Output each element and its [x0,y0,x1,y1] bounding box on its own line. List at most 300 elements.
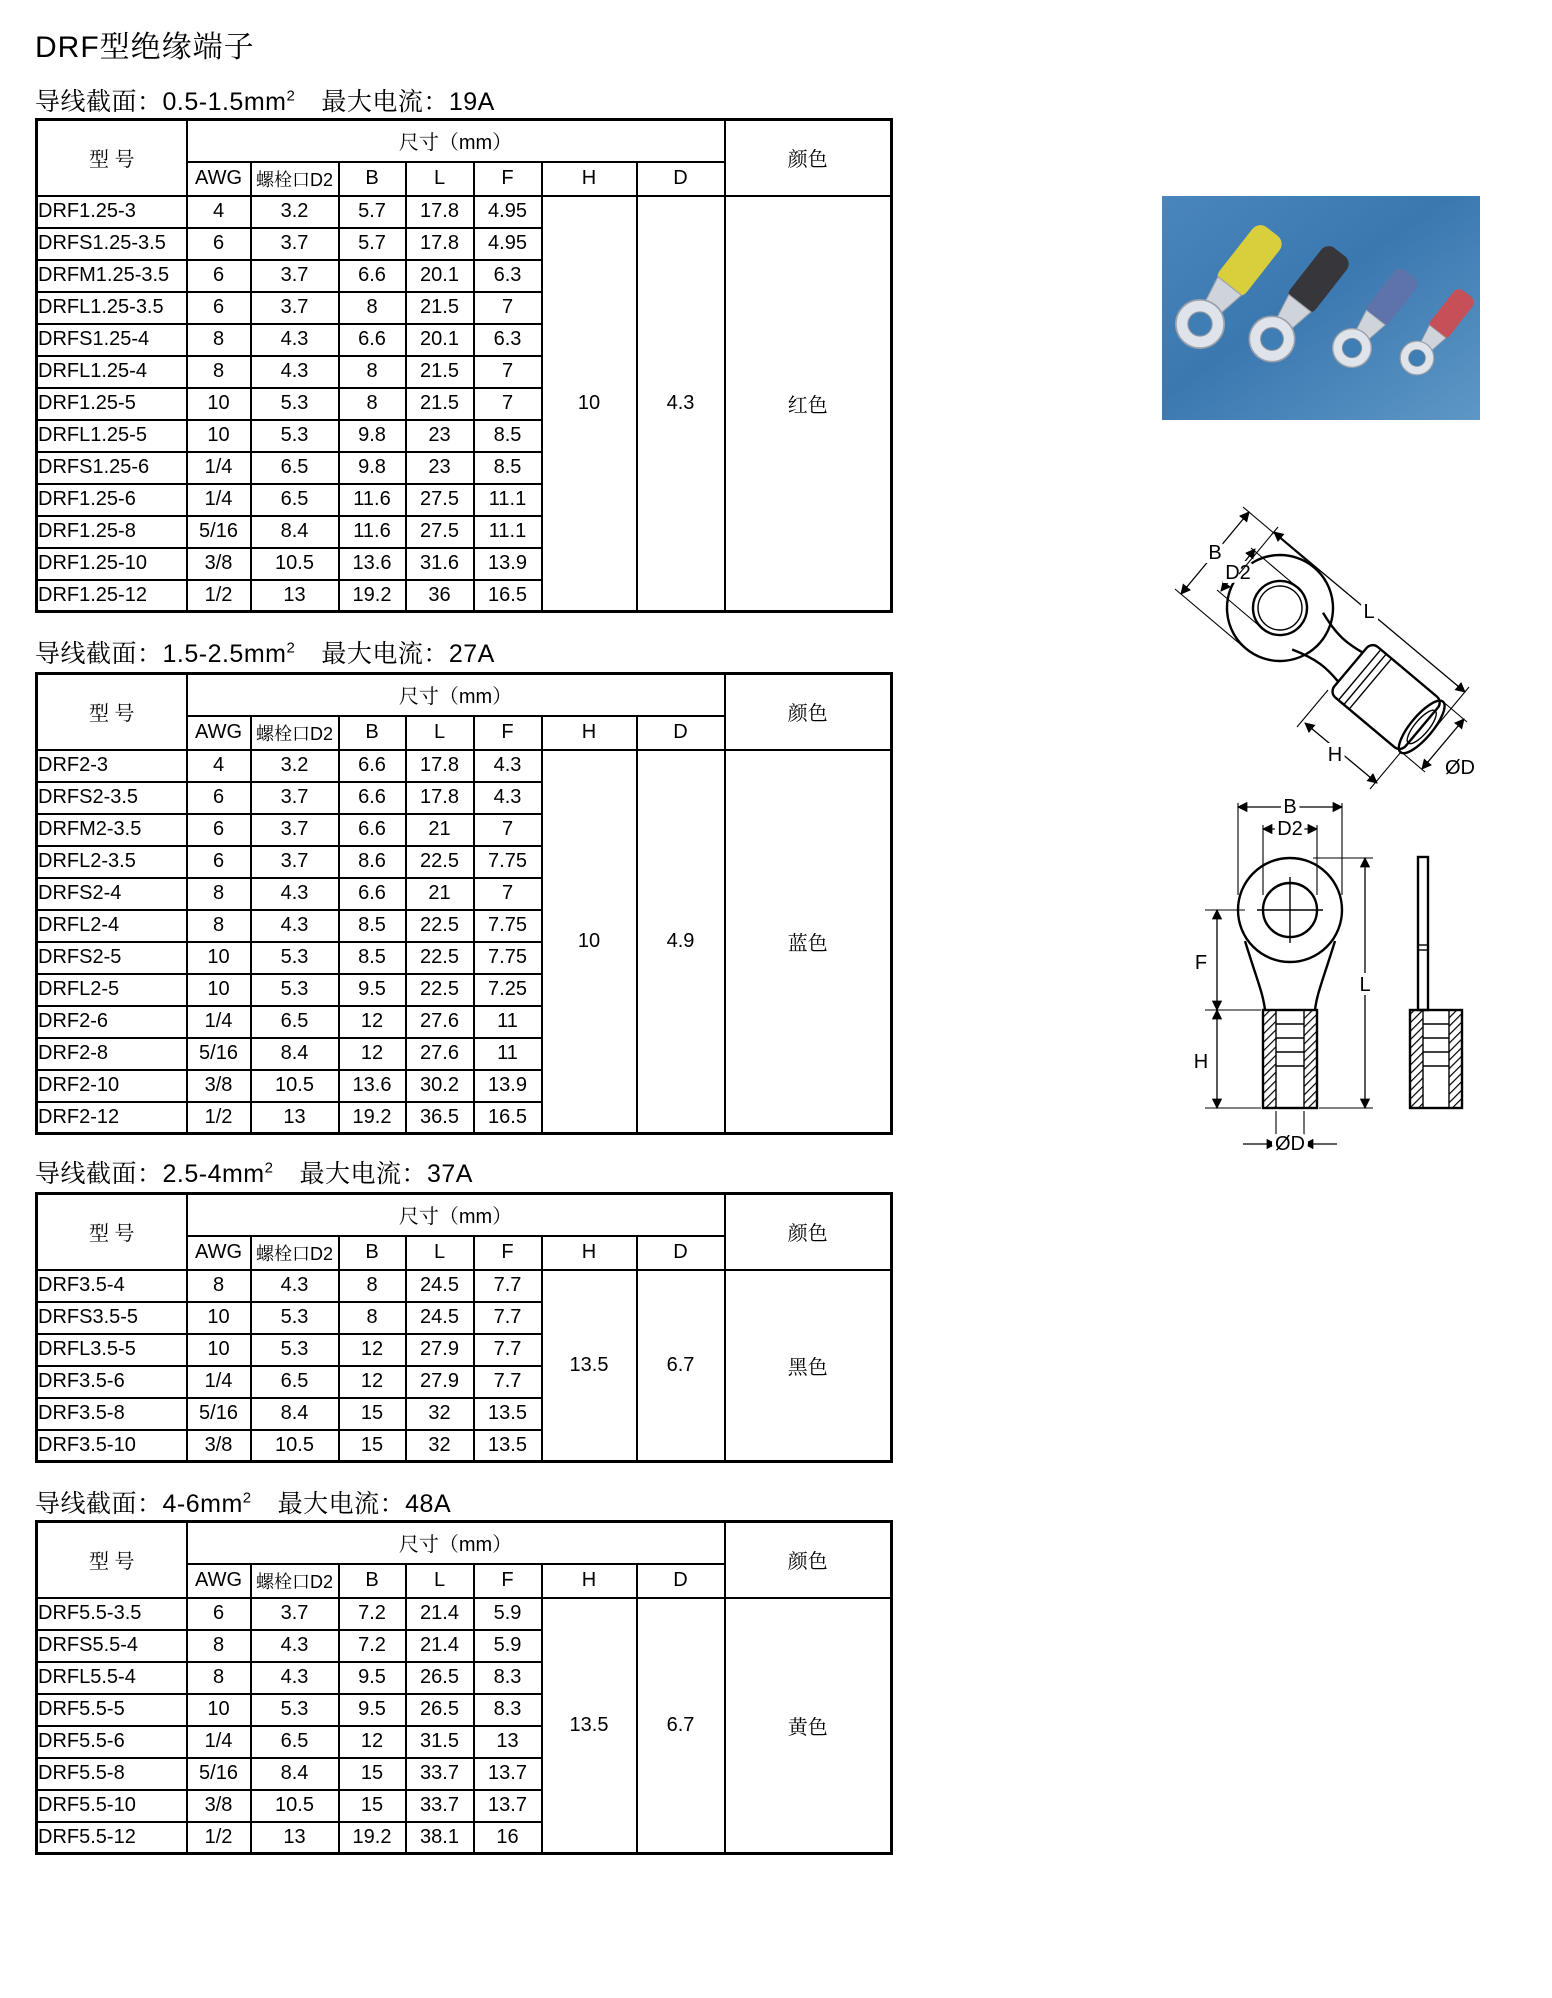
b-cell: 12 [339,1006,406,1038]
dim-label-d2: D2 [1277,818,1303,840]
b-cell: 8 [339,292,406,324]
b-cell: 6.6 [339,324,406,356]
awg-cell: 5/16 [187,1758,251,1790]
bolt-d2-cell: 5.3 [251,1334,339,1366]
bolt-d2-cell: 6.5 [251,452,339,484]
dimensions-header: 尺寸（mm） [187,1194,725,1236]
l-cell: 31.5 [406,1726,474,1758]
h-value: 13.5 [542,1270,637,1462]
l-cell: 22.5 [406,942,474,974]
bolt-d2-cell: 4.3 [251,324,339,356]
bolt-d2-cell: 5.3 [251,1302,339,1334]
b-cell: 11.6 [339,484,406,516]
awg-cell: 1/2 [187,1822,251,1854]
superscript-2: 2 [264,1159,274,1177]
l-cell: 17.8 [406,782,474,814]
d-header: D [637,162,725,196]
l-cell: 20.1 [406,260,474,292]
section-3-heading [35,1154,473,1190]
d-header: D [637,1564,725,1598]
f-cell: 4.3 [474,750,542,782]
f-cell: 7.7 [474,1270,542,1302]
model-cell: DRFS2-4 [37,878,187,910]
b-header: B [339,1564,406,1598]
f-cell: 11 [474,1038,542,1070]
awg-cell: 8 [187,910,251,942]
table-row [37,1598,892,1630]
b-cell: 9.5 [339,974,406,1006]
l-cell: 24.5 [406,1302,474,1334]
awg-cell: 1/2 [187,580,251,612]
l-cell: 21.5 [406,356,474,388]
awg-cell: 8 [187,1662,251,1694]
d-header: D [637,1236,725,1270]
model-cell: DRF3.5-4 [37,1270,187,1302]
awg-cell: 6 [187,814,251,846]
model-cell: DRF1.25-6 [37,484,187,516]
awg-cell: 6 [187,782,251,814]
table-row [37,196,892,228]
awg-cell: 10 [187,388,251,420]
bolt-d2-cell: 8.4 [251,1758,339,1790]
model-cell: DRF2-10 [37,1070,187,1102]
bolt-d2-cell: 5.3 [251,974,339,1006]
model-cell: DRFL1.25-3.5 [37,292,187,324]
l-cell: 27.6 [406,1038,474,1070]
b-header: B [339,162,406,196]
b-cell: 19.2 [339,580,406,612]
awg-cell: 1/4 [187,484,251,516]
dim-label-l: L [1359,974,1371,996]
l-cell: 21 [406,814,474,846]
awg-cell: 6 [187,292,251,324]
awg-cell: 1/2 [187,1102,251,1134]
f-cell: 13.7 [474,1790,542,1822]
bolt-d2-cell: 3.7 [251,228,339,260]
model-cell: DRF3.5-8 [37,1398,187,1430]
h-value: 10 [542,750,637,1134]
l-cell: 27.9 [406,1366,474,1398]
b-cell: 7.2 [339,1630,406,1662]
dimensions-header: 尺寸（mm） [187,1522,725,1564]
bolt-d2-cell: 10.5 [251,1070,339,1102]
awg-cell: 10 [187,1302,251,1334]
l-cell: 33.7 [406,1790,474,1822]
f-cell: 6.3 [474,324,542,356]
awg-cell: 8 [187,1630,251,1662]
l-cell: 26.5 [406,1694,474,1726]
f-header: F [474,1564,542,1598]
awg-header: AWG [187,1236,251,1270]
l-cell: 17.8 [406,750,474,782]
section-1-heading [35,82,495,118]
bolt-d2-cell: 4.3 [251,1270,339,1302]
awg-header: AWG [187,1564,251,1598]
bolt-d2-cell: 6.5 [251,1366,339,1398]
b-cell: 5.7 [339,228,406,260]
superscript-2: 2 [286,639,296,657]
f-cell: 16.5 [474,580,542,612]
awg-cell: 10 [187,1334,251,1366]
b-header: B [339,1236,406,1270]
color-value: 黄色 [725,1598,892,1854]
l-cell: 32 [406,1430,474,1462]
f-cell: 8.5 [474,420,542,452]
l-cell: 27.5 [406,516,474,548]
awg-cell: 10 [187,420,251,452]
bolt-d2-cell: 5.3 [251,420,339,452]
model-header: 型 号 [37,120,187,196]
b-header: B [339,716,406,750]
model-cell: DRF3.5-10 [37,1430,187,1462]
f-cell: 6.3 [474,260,542,292]
bolt-d2-cell: 6.5 [251,1006,339,1038]
l-cell: 22.5 [406,846,474,878]
superscript-2: 2 [242,1489,252,1507]
awg-cell: 1/4 [187,1726,251,1758]
model-cell: DRFL2-4 [37,910,187,942]
f-cell: 7.25 [474,974,542,1006]
spec-table-4 [35,1520,893,1855]
f-cell: 5.9 [474,1630,542,1662]
bolt-d2-cell: 3.7 [251,260,339,292]
d-value: 6.7 [637,1270,725,1462]
cross-section-text: 导线截面：1.5-2.5mm [35,640,287,668]
l-cell: 36.5 [406,1102,474,1134]
b-cell: 6.6 [339,750,406,782]
awg-cell: 1/4 [187,1006,251,1038]
dim-label-b: B [1208,542,1222,564]
model-cell: DRFL2-5 [37,974,187,1006]
max-current-text: 最大电流：27A [321,640,495,668]
l-cell: 21.5 [406,292,474,324]
awg-cell: 4 [187,750,251,782]
b-cell: 9.8 [339,452,406,484]
bolt-d2-cell: 6.5 [251,1726,339,1758]
bolt-d2-cell: 10.5 [251,548,339,580]
dim-label-d2: D2 [1225,562,1251,584]
model-cell: DRFS5.5-4 [37,1630,187,1662]
awg-cell: 10 [187,1694,251,1726]
model-cell: DRF5.5-10 [37,1790,187,1822]
b-cell: 6.6 [339,782,406,814]
model-cell: DRFL5.5-4 [37,1662,187,1694]
awg-cell: 6 [187,846,251,878]
b-cell: 12 [339,1726,406,1758]
bolt-d2-cell: 4.3 [251,910,339,942]
product-photo [1162,196,1480,420]
awg-cell: 3/8 [187,1430,251,1462]
model-cell: DRF2-8 [37,1038,187,1070]
b-cell: 15 [339,1430,406,1462]
dim-label-b: B [1283,796,1297,818]
model-cell: DRF2-3 [37,750,187,782]
l-cell: 21.4 [406,1598,474,1630]
bolt-d2-cell: 3.7 [251,782,339,814]
model-cell: DRFM2-3.5 [37,814,187,846]
l-cell: 24.5 [406,1270,474,1302]
model-header: 型 号 [37,1522,187,1598]
b-cell: 8 [339,1302,406,1334]
bolt-d2-cell: 10.5 [251,1430,339,1462]
bolt-d2-cell: 6.5 [251,484,339,516]
section-2-heading [35,634,495,670]
dimensions-header: 尺寸（mm） [187,674,725,716]
b-cell: 8 [339,388,406,420]
b-cell: 13.6 [339,548,406,580]
bolt-d2-cell: 4.3 [251,878,339,910]
bolt-d2-header: 螺栓口D2 [251,1236,339,1270]
l-cell: 21.5 [406,388,474,420]
f-cell: 7.7 [474,1302,542,1334]
model-cell: DRF5.5-8 [37,1758,187,1790]
b-cell: 15 [339,1758,406,1790]
max-current-text: 最大电流：37A [299,1160,473,1188]
model-cell: DRFS1.25-6 [37,452,187,484]
dim-label-od: ØD [1445,757,1475,779]
awg-header: AWG [187,716,251,750]
bolt-d2-cell: 10.5 [251,1790,339,1822]
model-cell: DRF2-6 [37,1006,187,1038]
f-cell: 5.9 [474,1598,542,1630]
b-cell: 12 [339,1366,406,1398]
spec-table-1 [35,118,893,613]
awg-cell: 1/4 [187,1366,251,1398]
l-header: L [406,1564,474,1598]
b-cell: 13.6 [339,1070,406,1102]
model-cell: DRF2-12 [37,1102,187,1134]
l-header: L [406,162,474,196]
l-cell: 20.1 [406,324,474,356]
f-cell: 16 [474,1822,542,1854]
f-cell: 13.9 [474,548,542,580]
l-cell: 17.8 [406,228,474,260]
cross-section-text: 导线截面：0.5-1.5mm [35,88,287,116]
f-cell: 4.3 [474,782,542,814]
b-cell: 15 [339,1398,406,1430]
awg-cell: 5/16 [187,516,251,548]
awg-cell: 3/8 [187,1070,251,1102]
awg-cell: 5/16 [187,1038,251,1070]
bolt-d2-cell: 3.7 [251,846,339,878]
table-row [37,1270,892,1302]
bolt-d2-cell: 8.4 [251,1398,339,1430]
bolt-d2-header: 螺栓口D2 [251,716,339,750]
bolt-d2-cell: 3.7 [251,814,339,846]
model-header: 型 号 [37,674,187,750]
front-view-part [1238,858,1342,1108]
f-cell: 7 [474,878,542,910]
figure-front-side-drawing [1145,795,1545,1185]
bolt-d2-header: 螺栓口D2 [251,162,339,196]
l-header: L [406,1236,474,1270]
f-cell: 7.7 [474,1366,542,1398]
color-header: 颜色 [725,1194,892,1270]
dim-label-l: L [1363,601,1375,623]
f-cell: 4.95 [474,196,542,228]
model-header: 型 号 [37,1194,187,1270]
f-cell: 7 [474,814,542,846]
awg-cell: 6 [187,260,251,292]
l-cell: 36 [406,580,474,612]
color-value: 黑色 [725,1270,892,1462]
b-cell: 8 [339,356,406,388]
awg-cell: 8 [187,324,251,356]
bolt-d2-cell: 8.4 [251,516,339,548]
model-cell: DRFL1.25-4 [37,356,187,388]
l-cell: 27.9 [406,1334,474,1366]
awg-cell: 6 [187,228,251,260]
f-cell: 4.95 [474,228,542,260]
l-cell: 22.5 [406,910,474,942]
l-cell: 26.5 [406,1662,474,1694]
l-cell: 33.7 [406,1758,474,1790]
f-header: F [474,162,542,196]
l-cell: 17.8 [406,196,474,228]
bolt-d2-cell: 13 [251,1102,339,1134]
l-cell: 21.4 [406,1630,474,1662]
b-cell: 9.5 [339,1662,406,1694]
d-header: D [637,716,725,750]
model-cell: DRF1.25-8 [37,516,187,548]
f-cell: 13.7 [474,1758,542,1790]
awg-cell: 6 [187,1598,251,1630]
f-cell: 11 [474,1006,542,1038]
d-value: 4.3 [637,196,725,612]
model-cell: DRFS3.5-5 [37,1302,187,1334]
model-cell: DRF1.25-5 [37,388,187,420]
b-cell: 6.6 [339,878,406,910]
f-cell: 11.1 [474,484,542,516]
b-cell: 8.5 [339,942,406,974]
awg-cell: 8 [187,878,251,910]
model-cell: DRF5.5-3.5 [37,1598,187,1630]
superscript-2: 2 [286,87,296,105]
bolt-d2-cell: 3.7 [251,1598,339,1630]
h-header: H [542,1564,637,1598]
b-cell: 9.8 [339,420,406,452]
h-value: 10 [542,196,637,612]
b-cell: 9.5 [339,1694,406,1726]
awg-cell: 1/4 [187,452,251,484]
b-cell: 12 [339,1334,406,1366]
h-header: H [542,716,637,750]
color-header: 颜色 [725,120,892,196]
model-cell: DRF1.25-10 [37,548,187,580]
color-header: 颜色 [725,1522,892,1598]
figure-iso-drawing [1145,478,1545,808]
h-header: H [542,162,637,196]
b-cell: 11.6 [339,516,406,548]
f-cell: 16.5 [474,1102,542,1134]
section-4-heading [35,1484,451,1520]
cross-section-text: 导线截面：4-6mm [35,1490,243,1518]
l-cell: 23 [406,452,474,484]
h-header: H [542,1236,637,1270]
color-value: 蓝色 [725,750,892,1134]
f-cell: 8.3 [474,1694,542,1726]
model-cell: DRF5.5-6 [37,1726,187,1758]
l-cell: 30.2 [406,1070,474,1102]
b-cell: 19.2 [339,1102,406,1134]
cross-section-text: 导线截面：2.5-4mm [35,1160,265,1188]
bolt-d2-cell: 5.3 [251,388,339,420]
awg-cell: 4 [187,196,251,228]
bolt-d2-cell: 4.3 [251,356,339,388]
awg-cell: 3/8 [187,1790,251,1822]
ring-terminals-image [1162,196,1480,420]
f-cell: 8.5 [474,452,542,484]
b-cell: 5.7 [339,196,406,228]
l-cell: 31.6 [406,548,474,580]
f-header: F [474,716,542,750]
awg-cell: 8 [187,1270,251,1302]
spec-table-3 [35,1192,893,1463]
model-cell: DRFL1.25-5 [37,420,187,452]
f-cell: 13.9 [474,1070,542,1102]
model-cell: DRF5.5-12 [37,1822,187,1854]
model-cell: DRFM1.25-3.5 [37,260,187,292]
l-header: L [406,716,474,750]
bolt-d2-cell: 13 [251,1822,339,1854]
f-header: F [474,1236,542,1270]
l-cell: 38.1 [406,1822,474,1854]
f-cell: 7.7 [474,1334,542,1366]
bolt-d2-cell: 5.3 [251,1694,339,1726]
b-cell: 6.6 [339,260,406,292]
model-cell: DRFS2-3.5 [37,782,187,814]
d-value: 4.9 [637,750,725,1134]
model-cell: DRFS1.25-4 [37,324,187,356]
dim-label-od: ØD [1275,1133,1305,1155]
dim-label-h: H [1327,744,1343,766]
bolt-d2-cell: 8.4 [251,1038,339,1070]
f-cell: 8.3 [474,1662,542,1694]
l-cell: 27.6 [406,1006,474,1038]
awg-cell: 10 [187,974,251,1006]
model-cell: DRFS2-5 [37,942,187,974]
h-value: 13.5 [542,1598,637,1854]
model-cell: DRFL2-3.5 [37,846,187,878]
awg-cell: 10 [187,942,251,974]
max-current-text: 最大电流：48A [277,1490,452,1518]
b-cell: 6.6 [339,814,406,846]
l-cell: 21 [406,878,474,910]
dim-label-h: H [1193,1051,1209,1073]
f-cell: 13.5 [474,1398,542,1430]
l-cell: 27.5 [406,484,474,516]
b-cell: 15 [339,1790,406,1822]
model-cell: DRF1.25-3 [37,196,187,228]
table-row [37,750,892,782]
max-current-text: 最大电流：19A [321,88,495,116]
spec-table-2 [35,672,893,1135]
f-cell: 13.5 [474,1430,542,1462]
bolt-d2-cell: 3.7 [251,292,339,324]
bolt-d2-cell: 4.3 [251,1630,339,1662]
model-cell: DRF3.5-6 [37,1366,187,1398]
awg-cell: 8 [187,356,251,388]
b-cell: 19.2 [339,1822,406,1854]
color-header: 颜色 [725,674,892,750]
dim-label-f: F [1194,952,1208,974]
b-cell: 8 [339,1270,406,1302]
model-cell: DRF1.25-12 [37,580,187,612]
b-cell: 12 [339,1038,406,1070]
awg-header: AWG [187,162,251,196]
awg-cell: 5/16 [187,1398,251,1430]
page-title: DRF型绝缘端子 [35,31,255,64]
